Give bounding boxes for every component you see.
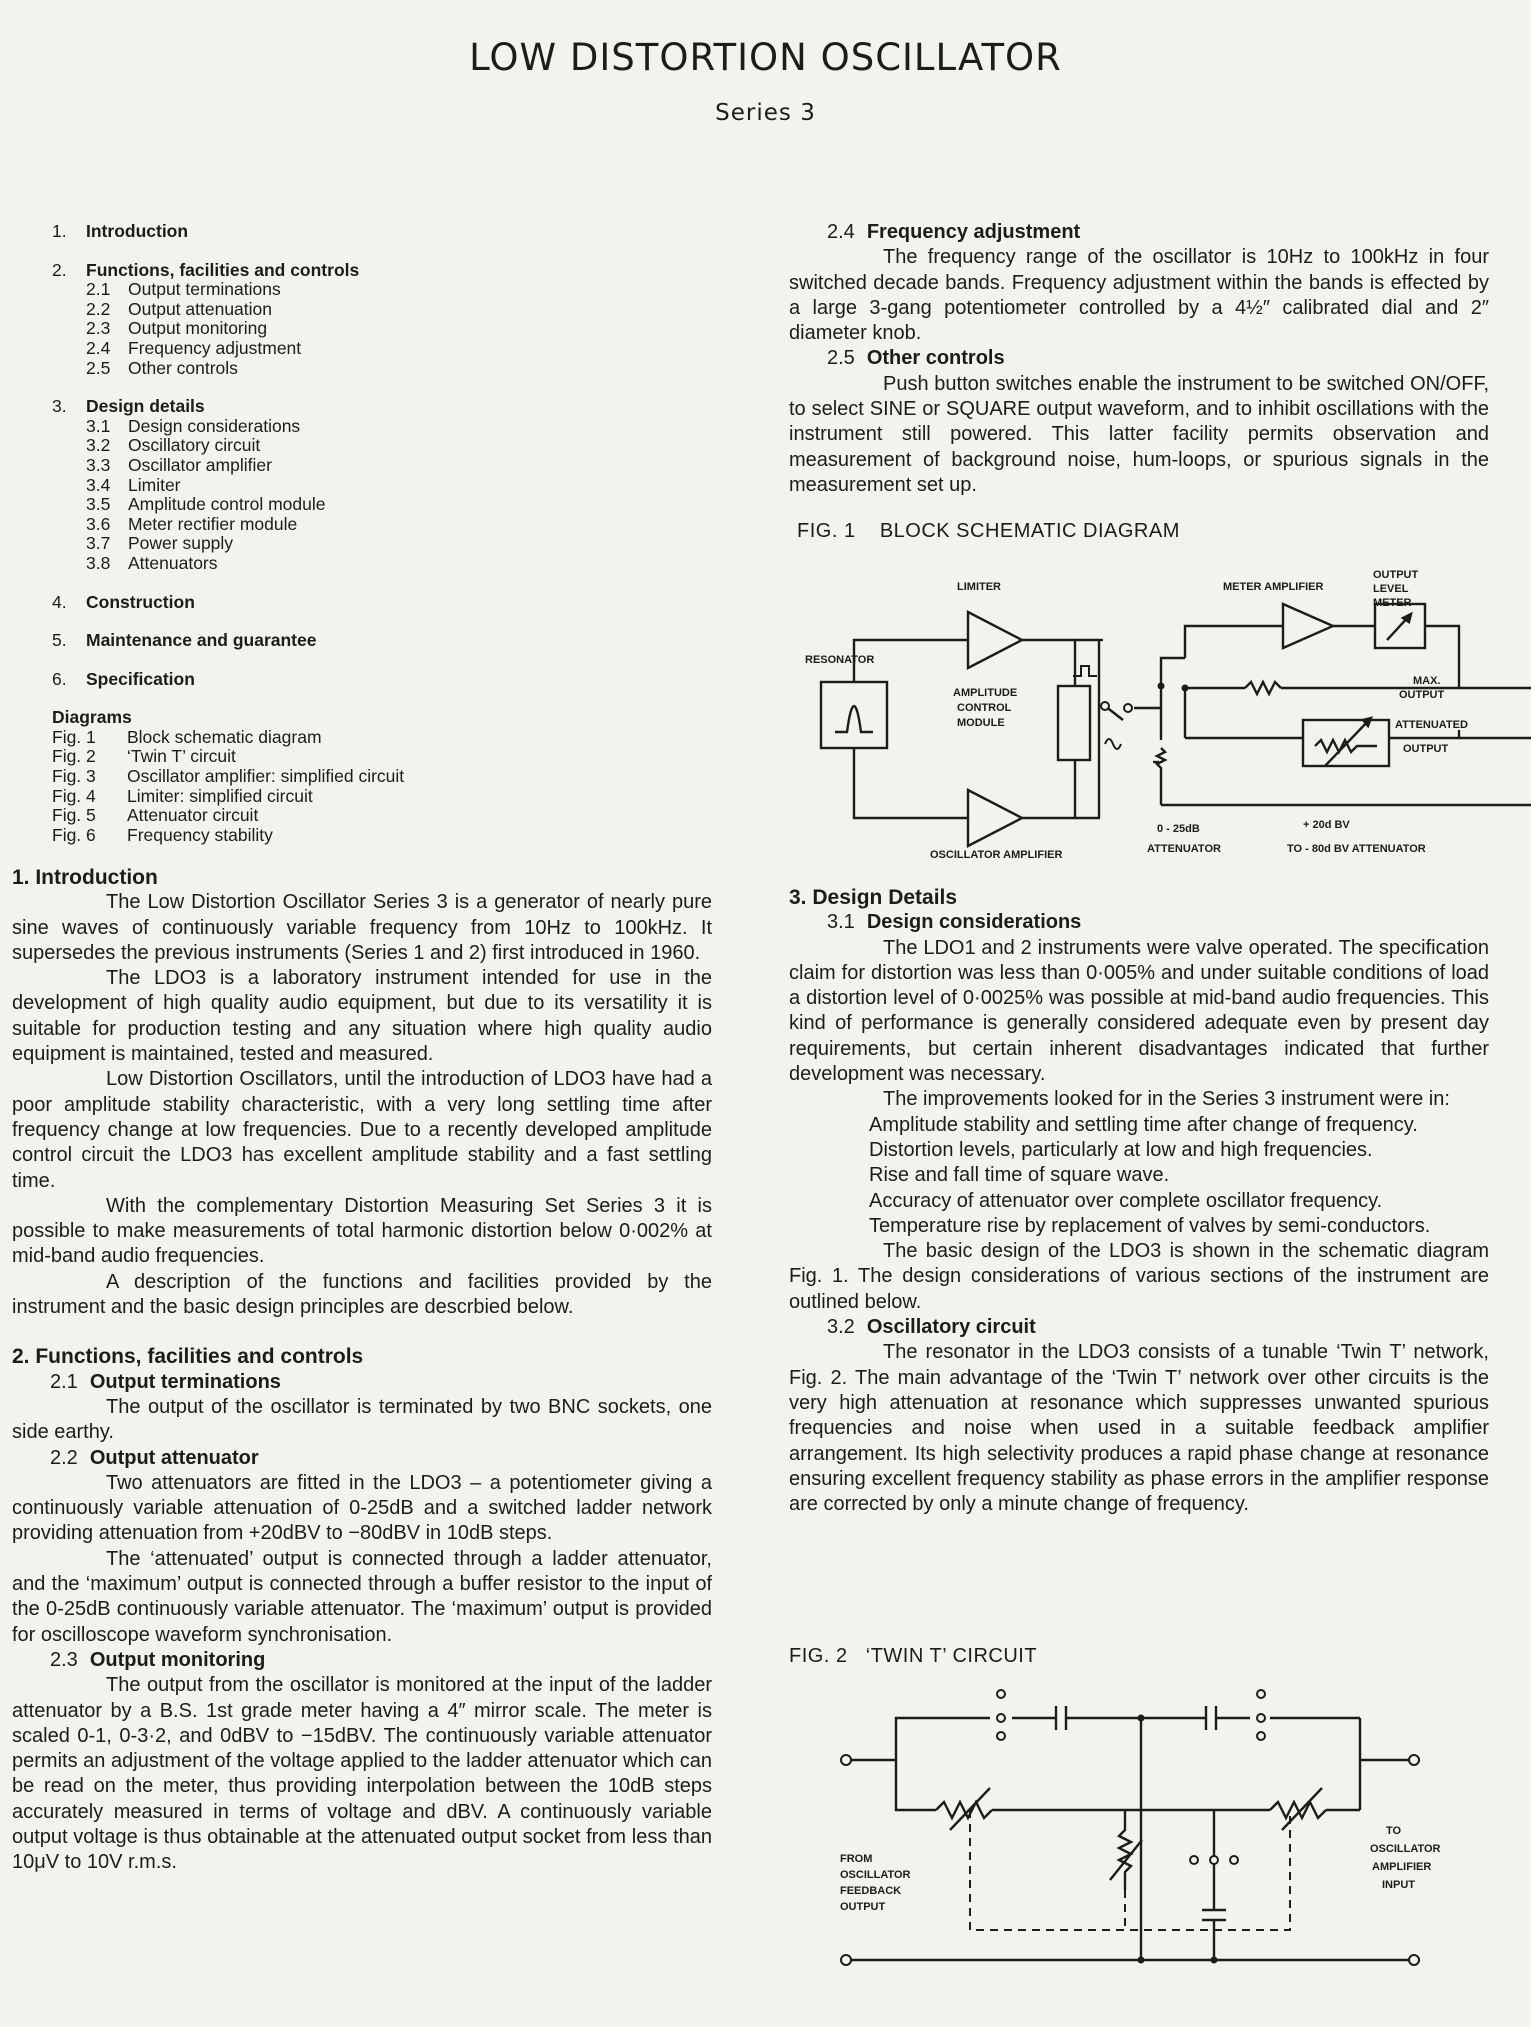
label-pot-attenuator: ATTENUATOR bbox=[1147, 843, 1221, 855]
toc-section: 1. Introduction bbox=[52, 221, 189, 241]
label-acm: MODULE bbox=[957, 717, 1005, 729]
paragraph: The Low Distortion Oscillator Series 3 is a generator of nearly pure sine waves of continuously variable frequency from 10Hz to 100kHz. It supersedes the previous instruments (Series 1 and 2) first introduced in 1960. bbox=[12, 891, 712, 964]
label-from: OSCILLATOR bbox=[840, 1869, 911, 1881]
toc-figure: Fig. 2 ‘Twin T’ circuit bbox=[52, 746, 236, 767]
label-attenuated-output: OUTPUT bbox=[1403, 743, 1449, 755]
label-to: AMPLIFIER bbox=[1372, 1861, 1432, 1873]
toc-subsection: 3.8 Attenuators bbox=[86, 552, 218, 573]
paragraph: The resonator in the LDO3 consists of a tunable ‘Twin T’ network, Fig. 2. The main advantage of the ‘Twin T’ network over other circuits is the very high attenuation at resonance which suppresses unwanted spurious frequencies and noise when used in a suitable feedback amplifier arrangement. Its high selectivity produces a rapid phase change at resonance ensuring excellent frequency stability as phase errors in the amplifier response are corrected by only a minute change of frequency. bbox=[789, 1341, 1489, 1516]
improvements-list bbox=[789, 1113, 1489, 1239]
page-subtitle: Series 3 bbox=[715, 100, 816, 126]
toc-figure: Fig. 6 Frequency stability bbox=[52, 824, 273, 845]
square-wave-icon bbox=[1073, 666, 1097, 676]
label-pot-attenuator: 0 - 25dB bbox=[1157, 823, 1200, 835]
list-item: Rise and fall time of square wave. bbox=[869, 1164, 1170, 1187]
label-from: FEEDBACK bbox=[840, 1885, 902, 1897]
oscillator-amplifier bbox=[968, 790, 1022, 846]
paragraph: The improvements looked for in the Series 3 instrument were in: bbox=[883, 1088, 1450, 1111]
subsection-heading: 3.1 Design considerations bbox=[827, 911, 1082, 934]
subsection-heading: 2.1 Output terminations bbox=[50, 1370, 281, 1393]
label-from: OUTPUT bbox=[840, 1901, 886, 1913]
block-schematic-diagram bbox=[805, 560, 1505, 870]
twin-t-circuit-diagram bbox=[830, 1680, 1441, 1980]
label-to: OSCILLATOR bbox=[1370, 1843, 1441, 1855]
toc-section: 6. Specification bbox=[52, 668, 195, 689]
toc-diagrams-heading: Diagrams bbox=[52, 707, 132, 728]
fig1-caption: FIG. 1 BLOCK SCHEMATIC DIAGRAM bbox=[797, 520, 1180, 542]
page-title: LOW DISTORTION OSCILLATOR bbox=[469, 36, 1062, 79]
label-output-level-meter: METER bbox=[1373, 597, 1412, 609]
resonator-block bbox=[821, 682, 887, 748]
label-max-output: MAX. bbox=[1413, 675, 1441, 687]
toc-section: 5. Maintenance and guarantee bbox=[52, 630, 317, 651]
toc-subsection: 3.2 Oscillatory circuit bbox=[86, 435, 261, 456]
label-from: FROM bbox=[840, 1853, 873, 1865]
label-to: INPUT bbox=[1382, 1879, 1415, 1891]
resonator-curve bbox=[835, 706, 873, 732]
toc-subsection: 2.5 Other controls bbox=[86, 357, 238, 378]
paragraph: The output of the oscillator is terminated by two BNC sockets, one side earthy. bbox=[12, 1395, 712, 1444]
section-heading-introduction: 1. Introduction bbox=[12, 866, 158, 889]
toc-subsection: 2.3 Output monitoring bbox=[86, 318, 268, 339]
label-acm: AMPLITUDE bbox=[953, 687, 1018, 699]
label-ladder-attenuator: + 20d BV bbox=[1303, 819, 1350, 831]
table-of-contents bbox=[52, 222, 752, 845]
section-heading-design: 3. Design Details bbox=[789, 886, 958, 909]
list-item: Distortion levels, particularly at low and high frequencies. bbox=[869, 1138, 1373, 1161]
toc-subsection: 3.7 Power supply bbox=[86, 533, 234, 554]
label-output-level-meter: OUTPUT bbox=[1373, 569, 1419, 581]
subsection-heading: 2.4 Frequency adjustment bbox=[827, 221, 1081, 243]
paragraph: A description of the functions and facilities provided by the instrument and the basic design principles are descrbied below. bbox=[12, 1270, 712, 1319]
label-ladder-attenuator: TO - 80d BV ATTENUATOR bbox=[1287, 843, 1426, 855]
paragraph: Push button switches enable the instrument to be switched ON/OFF, to select SINE or SQUARE output waveform, and to inhibit oscillations with the instrument still powered. This latter facility permits observation and measurement of background noise, hum-loops, or spurious signals in the measurement set up. bbox=[789, 372, 1489, 496]
toc-figure: Fig. 5 Attenuator circuit bbox=[52, 805, 259, 826]
paragraph: With the complementary Distortion Measuring Set Series 3 it is possible to make measurements of total harmonic distortion below 0·002% at mid-band audio frequencies. bbox=[12, 1194, 712, 1268]
list-item: Temperature rise by replacement of valves by semi-conductors. bbox=[869, 1214, 1431, 1237]
label-resonator: RESONATOR bbox=[805, 654, 875, 666]
right-column-top bbox=[789, 220, 1489, 498]
paragraph: The output from the oscillator is monitored at the input of the ladder attenuator by a B.S. 1st grade meter having a 4″ mirror scale. The meter is scaled 0-1, 0-3·2, and 0dBV to −15dBV. The continuously variable attenuator permits an adjustment of the voltage applied to the ladder attenuator which can be read on the meter, thus providing interpolation between the 10dB steps accurately measured in terms of voltage and dBV. A continuously variable output voltage is thus obtainable at the attenuated output socket from less than 10μV to 10V r.m.s. bbox=[12, 1674, 712, 1874]
right-column-design bbox=[789, 885, 1489, 1517]
resistor bbox=[1270, 1802, 1326, 1818]
subsection-heading: 3.2 Oscillatory circuit bbox=[827, 1316, 1036, 1339]
paragraph: The basic design of the LDO3 is shown in the schematic diagram Fig. 1. The design considerations of various sections of the instrument are outlined below. bbox=[789, 1240, 1489, 1313]
toc-figure: Fig. 1 Block schematic diagram bbox=[52, 726, 322, 747]
shunt-resistor bbox=[1119, 1810, 1131, 1890]
paragraph: The ‘attenuated’ output is connected through a ladder attenuator, and the ‘maximum’ output is connected through a buffer resistor to the input of the 0-25dB continuously variable attenuator. The ‘maximum’ output is provided for oscilloscope waveform synchronisation. bbox=[12, 1547, 712, 1646]
subsection-heading: 2.5 Other controls bbox=[827, 347, 1005, 370]
left-column bbox=[12, 865, 712, 1876]
section-heading-functions: 2. Functions, facilities and controls bbox=[12, 1345, 364, 1369]
meter-amplifier bbox=[1283, 604, 1333, 648]
paragraph: Two attenuators are fitted in the LDO3 – a potentiometer giving a continuously variable attenuation of 0-25dB and a switched ladder network providing attenuation from +20dBV to −80dBV in 10dB steps. bbox=[12, 1471, 712, 1545]
subsection-heading: 2.3 Output monitoring bbox=[50, 1648, 266, 1671]
toc-section: 2. Functions, facilities and controls bbox=[52, 259, 360, 280]
label-oscillator-amplifier: OSCILLATOR AMPLIFIER bbox=[930, 849, 1063, 861]
toc-section: 4. Construction bbox=[52, 591, 195, 612]
label-meter-amplifier: METER AMPLIFIER bbox=[1223, 581, 1324, 593]
label-limiter: LIMITER bbox=[957, 581, 1001, 593]
fig2-caption: FIG. 2 ‘TWIN T’ CIRCUIT bbox=[789, 1645, 1038, 1667]
toc-subsection: 3.4 Limiter bbox=[86, 474, 181, 495]
toc-figure: Fig. 3 Oscillator amplifier: simplified circuit bbox=[52, 766, 405, 787]
paragraph: Low Distortion Oscillators, until the introduction of LDO3 have had a poor amplitude stability characteristic, with a very long settling time after frequency change at low frequencies. Due to a recently developed amplitude control circuit the LDO3 has excellent amplitude stability and a fast settling time. bbox=[12, 1068, 712, 1192]
limiter-amplifier bbox=[968, 612, 1022, 668]
paragraph: The LDO1 and 2 instruments were valve operated. The specification claim for distortion was less than 0·005% and under suitable conditions of load a distortion level of 0·0025% was possible at mid-band audio frequencies. This kind of performance is generally considered adequate even by present day requirements, but certain inherent disadvantages indicated that further development was necessary. bbox=[789, 936, 1489, 1086]
toc-subsection: 2.4 Frequency adjustment bbox=[86, 337, 302, 358]
label-acm: CONTROL bbox=[957, 702, 1012, 714]
paragraph: The frequency range of the oscillator is 10Hz to 100kHz in four switched decade bands. Frequency adjustment within the bands is effected by a large 3-gang potentiometer controlled by a 4½″ calibrated dial and 2″ diameter knob. bbox=[789, 246, 1489, 345]
amplitude-control-module bbox=[1058, 686, 1090, 760]
list-item: Accuracy of attenuator over complete oscillator frequency. bbox=[869, 1189, 1383, 1212]
toc-subsection: 3.3 Oscillator amplifier bbox=[86, 454, 272, 475]
label-to: TO bbox=[1386, 1825, 1402, 1837]
toc-section: 3. Design details bbox=[52, 396, 205, 417]
toc-subsection: 2.1 Output terminations bbox=[86, 279, 281, 300]
toc-subsection: 3.1 Design considerations bbox=[86, 415, 301, 436]
toc-figure: Fig. 4 Limiter: simplified circuit bbox=[52, 785, 313, 806]
toc-subsection: 3.5 Amplitude control module bbox=[86, 494, 326, 515]
subsection-heading: 2.2 Output attenuator bbox=[50, 1446, 259, 1469]
sine-wave-icon bbox=[1105, 739, 1121, 749]
toc-subsection: 3.6 Meter rectifier module bbox=[86, 513, 298, 534]
toc-subsection: 2.2 Output attenuation bbox=[86, 298, 272, 319]
label-attenuated-output: ATTENUATED bbox=[1395, 719, 1468, 731]
label-output-level-meter: LEVEL bbox=[1373, 583, 1409, 595]
list-item: Amplitude stability and settling time after change of frequency. bbox=[869, 1113, 1418, 1136]
label-max-output: OUTPUT bbox=[1399, 689, 1445, 701]
paragraph: The LDO3 is a laboratory instrument intended for use in the development of high quality audio equipment, but due to its versatility it is suitable for production testing and any situation where high quality audio equipment is maintained, tested and measured. bbox=[12, 967, 712, 1066]
